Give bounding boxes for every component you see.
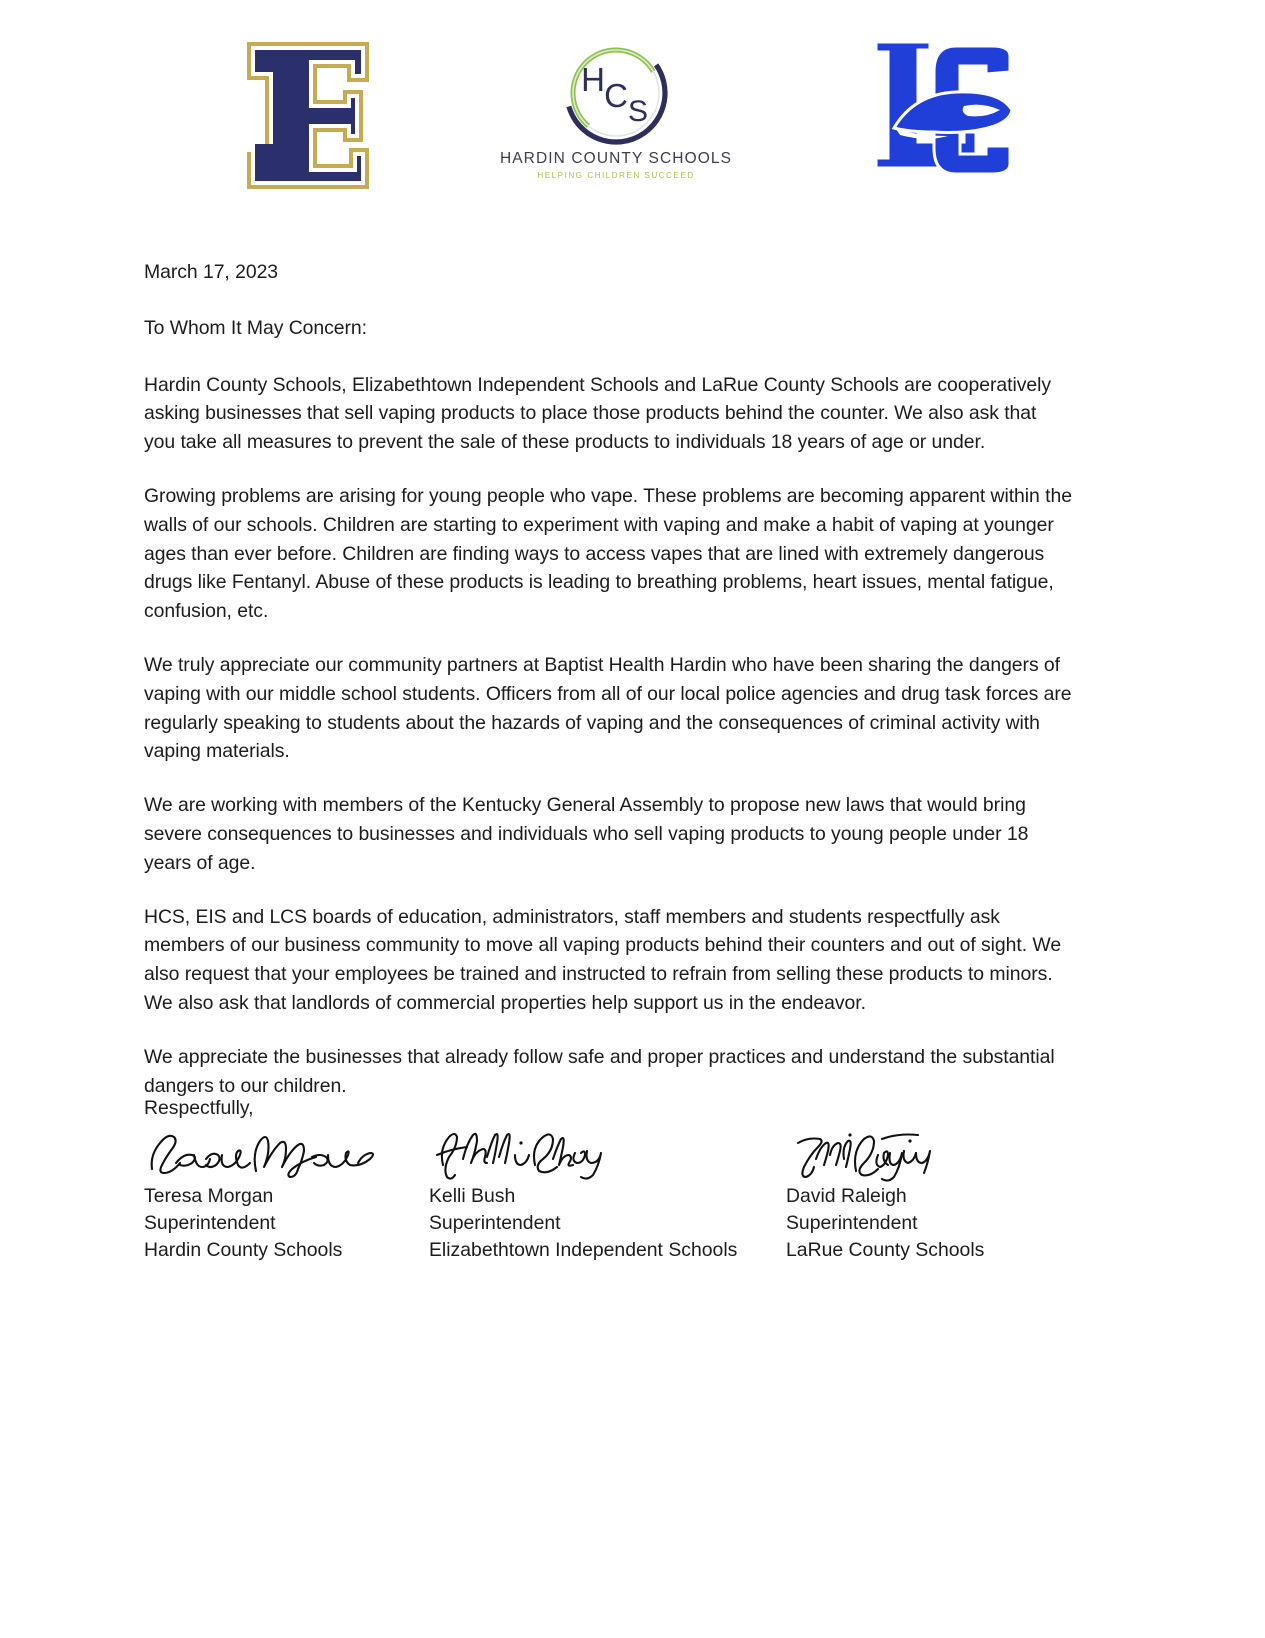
letter-salutation: To Whom It May Concern: xyxy=(144,316,367,339)
signature-image-teresa-morgan xyxy=(144,1125,429,1183)
signature-name: David Raleigh xyxy=(786,1185,907,1207)
signature-title: Superintendent xyxy=(786,1211,918,1234)
hcs-logo-mark xyxy=(497,37,735,149)
lcs-logo xyxy=(860,36,1020,191)
handwritten-signature-graphic xyxy=(144,1125,389,1183)
svg-text:S: S xyxy=(627,95,649,128)
letter-paragraph: Growing problems are arising for young people who vape. These problems are becoming apparent within the walls of our schools. Children are starting to experiment with vaping and make a habit of vaping at younger ages than ever before. Children are finding ways to access vapes that are lined with extremely dangerous drugs like Fentanyl. Abuse of these products is leading to breathing problems, heart issues, mental fatigue, confusion, etc. xyxy=(144,484,1072,623)
hcs-logo xyxy=(497,37,735,189)
hcs-circle-graphic xyxy=(541,37,691,149)
letterhead xyxy=(0,0,1265,215)
letter-paragraph: We are working with members of the Kentucky General Assembly to propose new laws that would bring severe consequences to businesses and individuals who sell vaping products to young people under 18 years of age. xyxy=(144,794,1029,874)
handwritten-signature-graphic xyxy=(429,1125,609,1183)
signature-organization: LaRue County Schools xyxy=(786,1238,985,1261)
hcs-logo-title: HARDIN COUNTY SCHOOLS xyxy=(499,150,733,167)
signature-column xyxy=(429,1125,786,1263)
letter-paragraph: Hardin County Schools, Elizabethtown Independent Schools and LaRue County Schools are cooperatively asking businesses that sell vaping products to place those products behind the counter. We also ask that you take all measures to prevent the sale of these products to individuals 18 years of age or under. xyxy=(144,373,1051,454)
signature-organization: Hardin County Schools xyxy=(144,1238,343,1261)
letter-body xyxy=(144,258,1072,1100)
letter-paragraph: We truly appreciate our community partners at Baptist Health Hardin who have been sharing the dangers of vaping with our middle school students. Officers from all of our local police agencies and drug task forces are regularly speaking to students about the hazards of vaping and the consequences of criminal activity with vaping materials. xyxy=(144,653,1072,763)
hcs-logo-tagline: HELPING CHILDREN SUCCEED xyxy=(537,171,695,180)
signature-title: Superintendent xyxy=(429,1211,561,1234)
letter-paragraph: HCS, EIS and LCS boards of education, administrators, staff members and students respectfully ask members of our business community to move all vaping products behind their counters and out of sight. We also request that your employees be trained and instructed to refrain from selling these products to minors. We also ask that landlords of commercial properties help support us in the endeavor. xyxy=(144,905,1062,1014)
eis-logo xyxy=(243,38,373,193)
svg-text:C: C xyxy=(604,77,628,114)
letter-closing: Respectfully, xyxy=(144,1097,254,1119)
lcs-logo-graphic xyxy=(860,36,1020,191)
letter-date: March 17, 2023 xyxy=(144,261,279,283)
signature-organization: Elizabethtown Independent Schools xyxy=(429,1238,738,1261)
svg-text:H: H xyxy=(581,61,605,98)
signature-name: Kelli Bush xyxy=(429,1185,516,1207)
signature-title: Superintendent xyxy=(144,1211,276,1234)
letter-paragraph: We appreciate the businesses that already follow safe and proper practices and understand the substantial dangers to our children. xyxy=(144,1045,1055,1097)
signature-column xyxy=(144,1125,429,1263)
signature-column xyxy=(786,1125,1074,1263)
signature-image-kelli-bush xyxy=(429,1125,786,1183)
signature-name: Teresa Morgan xyxy=(144,1185,274,1207)
signature-image-david-raleigh xyxy=(786,1125,1074,1183)
signature-block xyxy=(144,1125,1074,1263)
eis-logo-graphic xyxy=(243,38,373,193)
handwritten-signature-graphic xyxy=(786,1125,936,1183)
